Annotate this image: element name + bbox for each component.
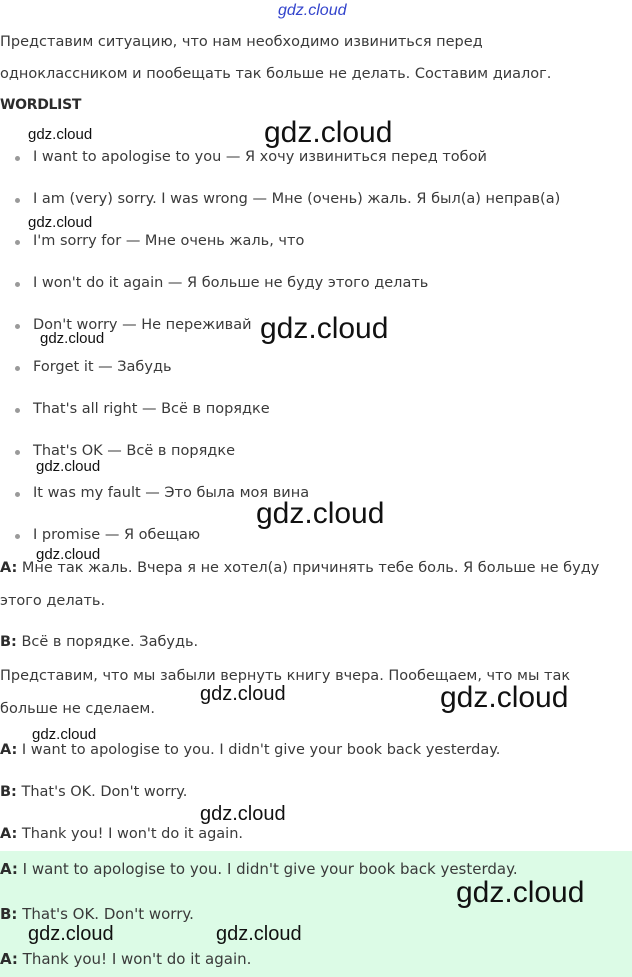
bullet-icon [15,492,20,497]
list-item: I want to apologise to you — Я хочу извиниться перед тобой [33,149,487,165]
watermark: gdz.cloud [216,923,302,945]
answer-line-2 [0,905,194,923]
dialog-text: Thank you! I won't do it again. [22,950,252,968]
dialog-text: Мне так жаль. Вчера я не хотел(а) причинять тебе боль. Я больше не буду [21,560,600,576]
watermark: gdz.cloud [28,126,93,143]
dialog-text: That's OK. Don't worry. [21,784,188,800]
speaker-label: A: [0,860,18,878]
watermark: gdz.cloud [456,876,585,909]
dialog-line-3 [0,826,243,842]
bullet-icon [15,534,20,539]
list-item: Forget it — Забудь [33,359,172,375]
bullet-icon [15,198,20,203]
speaker-label: A: [0,742,18,758]
list-item: I'm sorry for — Мне очень жаль, что [33,233,305,249]
dialog-text: Thank you! I won't do it again. [21,826,243,842]
speaker-label: A: [0,826,18,842]
bullet-icon [15,240,20,245]
answer-line-3 [0,950,251,968]
watermark: gdz.cloud [28,214,93,231]
watermark: gdz.cloud [36,458,101,475]
bullet-icon [15,156,20,161]
wordlist-heading: WORDLIST [0,97,82,113]
speaker-label: B: [0,905,18,923]
dialog-text: этого делать. [0,593,106,609]
intro-line-2: одноклассником и пообещать так больше не делать. Составим диалог. [0,66,552,82]
watermark: gdz.cloud [260,312,389,345]
dialog-line-2 [0,784,187,800]
watermark: gdz.cloud [200,803,286,825]
dialog-line-1 [0,742,500,758]
list-item: I am (very) sorry. I was wrong — Мне (очень) жаль. Я был(а) неправ(а) [33,191,561,207]
dialog-text: I want to apologise to you. I didn't give your book back yesterday. [21,742,501,758]
bullet-icon [15,408,20,413]
watermark: gdz.cloud [440,681,569,714]
watermark: gdz.cloud [36,546,101,563]
bullet-icon [15,282,20,287]
dialog-text: Всё в порядке. Забудь. [21,634,199,650]
list-item: It was my fault — Это была моя вина [33,485,310,501]
watermark-top: gdz.cloud [278,2,347,19]
watermark: gdz.cloud [264,116,393,149]
speaker-label: A: [0,950,18,968]
task-line-1: Представим, что мы забыли вернуть книгу вчера. Пообещаем, что мы так [0,668,571,684]
example-line-2 [0,593,105,609]
intro-line-1: Представим ситуацию, что нам необходимо извиниться перед [0,34,483,50]
bullet-icon [15,324,20,329]
list-item: I won't do it again — Я больше не буду этого делать [33,275,429,291]
speaker-label: B: [0,634,17,650]
list-item: I promise — Я обещаю [33,527,201,543]
watermark: gdz.cloud [200,683,286,705]
answer-line-1 [0,860,518,878]
watermark: gdz.cloud [40,330,105,347]
task-line-2: больше не сделаем. [0,701,155,717]
dialog-text: I want to apologise to you. I didn't give your book back yesterday. [22,860,518,878]
bullet-icon [15,450,20,455]
watermark: gdz.cloud [256,497,385,530]
bullet-icon [15,366,20,371]
list-item: Don't worry — Не переживай [33,317,252,333]
speaker-label: B: [0,784,17,800]
watermark: gdz.cloud [32,726,97,743]
example-line-3 [0,634,198,650]
speaker-label: A: [0,560,18,576]
list-item: That's all right — Всё в порядке [33,401,270,417]
dialog-text: That's OK. Don't worry. [22,905,194,923]
list-item: That's OK — Всё в порядке [33,443,235,459]
watermark: gdz.cloud [28,923,114,945]
